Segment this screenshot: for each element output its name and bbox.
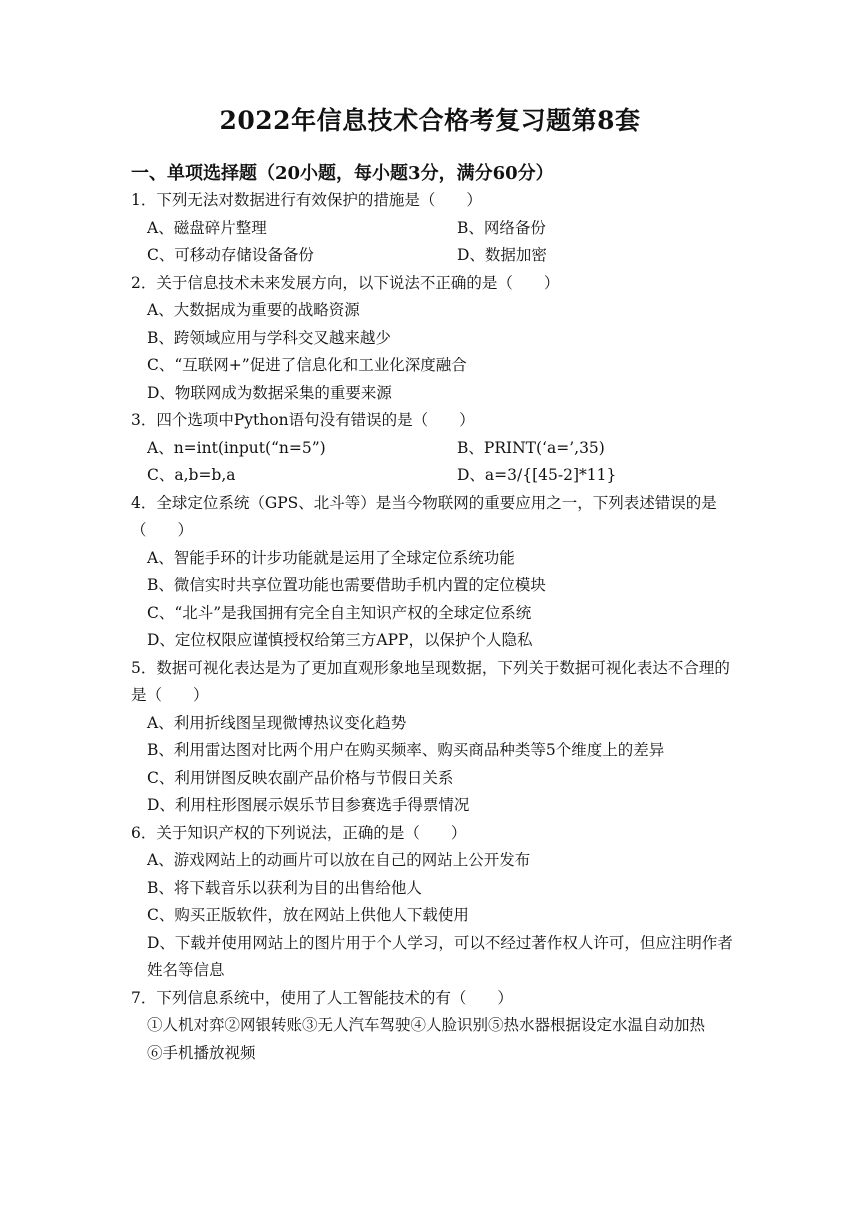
question-5-option-b: B、利用雷达图对比两个用户在购买频率、购买商品种类等5个维度上的差异: [147, 741, 665, 759]
question-4-option-d: D、定位权限应谨慎授权给第三方APP，以保护个人隐私: [147, 631, 533, 649]
question-list: [131, 187, 736, 1067]
question-5-stem: 5．数据可视化表达是为了更加直观形象地呈现数据，下列关于数据可视化表达不合理的是（ ）: [131, 658, 730, 704]
question-2-option-d: D、物联网成为数据采集的重要来源: [147, 383, 392, 402]
question-2-option-b: B、跨领域应用与学科交叉越来越少: [147, 328, 391, 347]
question-1-option-b: B、网络备份: [457, 218, 546, 237]
question-3-options-row-2: [131, 462, 736, 490]
question-6-option-a: A、游戏网站上的动画片可以放在自己的网站上公开发布: [147, 851, 531, 869]
question-7-stem: 7．下列信息系统中，使用了人工智能技术的有（ ）: [131, 988, 513, 1007]
question-1-option-d: D、数据加密: [457, 246, 547, 264]
question-6-option-b: B、将下载音乐以获利为目的出售给他人: [147, 878, 422, 897]
question-1-option-a: A、磁盘碎片整理: [147, 218, 267, 237]
question-1-options-row-2: [131, 242, 736, 270]
question-5-option-a: A、利用折线图呈现微博热议变化趋势: [147, 713, 407, 732]
question-2-option-c: C、“互联网+”促进了信息化和工业化深度融合: [147, 356, 467, 374]
question-3-option-c: C、a,b=b,a: [147, 466, 236, 484]
question-5-option-d: D、利用柱形图展示娱乐节目参赛选手得票情况: [147, 796, 470, 814]
question-1-stem: 1．下列无法对数据进行有效保护的措施是（ ）: [131, 191, 482, 209]
question-3-option-d: D、a=3/{[45-2]*11}: [457, 466, 617, 484]
question-3-stem: 3．四个选项中Python语句没有错误的是（ ）: [131, 411, 475, 429]
question-5-option-c: C、利用饼图反映农副产品价格与节假日关系: [147, 768, 454, 787]
question-4-stem: 4．全球定位系统（GPS、北斗等）是当今物联网的重要应用之一，下列表述错误的是（ ）: [131, 493, 717, 539]
question-4-option-c: C、“北斗”是我国拥有完全自主知识产权的全球定位系统: [147, 603, 532, 622]
question-2-stem: 2．关于信息技术未来发展方向，以下说法不正确的是（ ）: [131, 273, 560, 292]
question-1-option-c: C、可移动存储设备备份: [147, 246, 314, 264]
question-2-option-a: A、大数据成为重要的战略资源: [147, 301, 360, 319]
question-1-options-row-1: [131, 215, 736, 243]
question-7-items-continued: ⑥手机播放视频: [147, 1043, 256, 1062]
question-6-option-d: D、下载并使用网站上的图片用于个人学习，可以不经过著作权人许可，但应注明作者姓名等信息: [147, 933, 733, 979]
question-4-option-a: A、智能手环的计步功能就是运用了全球定位系统功能: [147, 548, 515, 567]
question-7-items: ①人机对弈②网银转账③无人汽车驾驶④人脸识别⑤热水器根据设定水温自动加热: [147, 1016, 706, 1034]
document-title: 2022年信息技术合格考复习题第8套: [219, 106, 641, 135]
question-3-option-b: B、PRINT(‘a=’,35): [457, 438, 605, 457]
question-4-option-b: B、微信实时共享位置功能也需要借助手机内置的定位模块: [147, 576, 546, 594]
section-heading: 一、单项选择题（20小题，每小题3分，满分60分）: [131, 163, 554, 184]
question-6-option-c: C、购买正版软件，放在网站上供他人下载使用: [147, 906, 469, 924]
question-3-options-row-1: [131, 435, 736, 463]
question-6-stem: 6．关于知识产权的下列说法，正确的是（ ）: [131, 823, 467, 842]
question-3-option-a: A、n=int(input(“n=5”): [147, 438, 326, 457]
